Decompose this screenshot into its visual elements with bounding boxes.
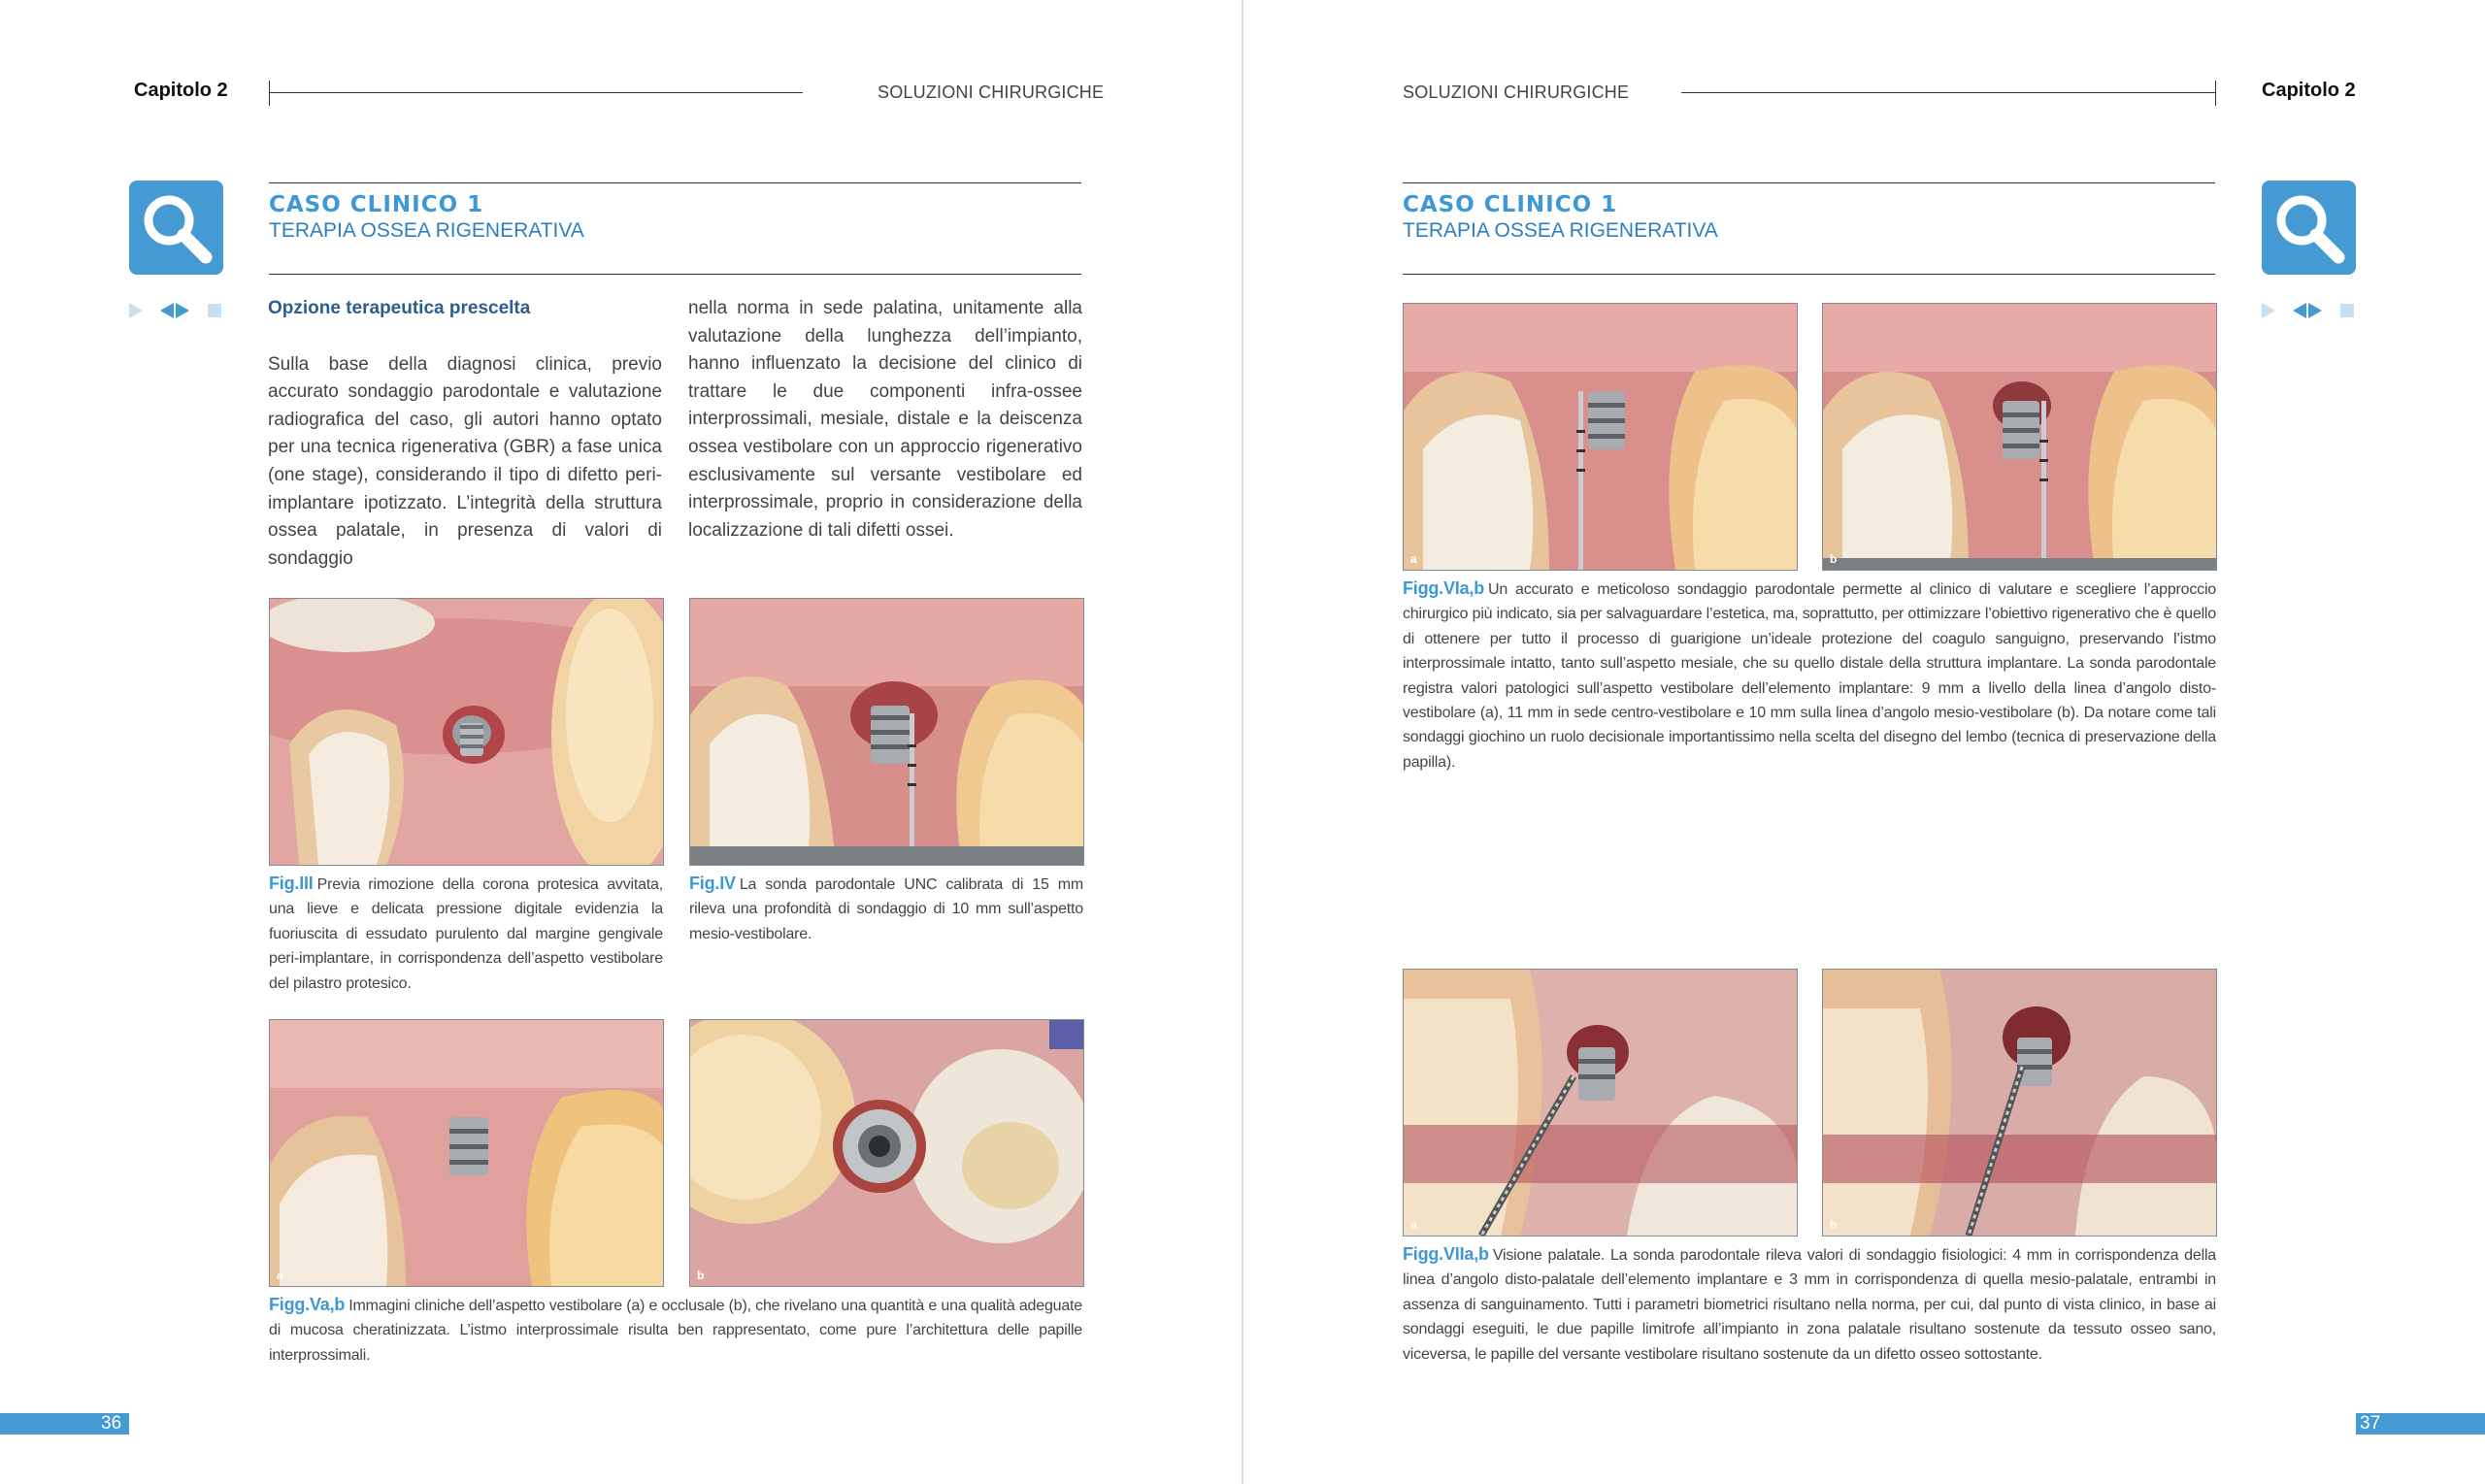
- figure-label: Fig.III: [269, 874, 314, 893]
- stop-icon[interactable]: [2339, 302, 2355, 319]
- chapter-label: Capitolo 2: [2262, 80, 2356, 101]
- figure-label: Figg.Va,b: [269, 1295, 346, 1314]
- caption-text: Visione palatale. La sonda parodontale rileva valori di sondaggio fisiologici: 4 mm in corrispondenza della linea d’angolo disto-palatale dell’elemento implantare e 3 mm in corrispondenza di quella mesio-palatale, entrambi in assenza di sanguinamento. Tutti i parametri biometrici risultano nella norma, per cui, dal punto di vista clinico, in base ai sondaggi eseguiti, le due papille limitrofe all’impianto in zona palatale risultano sostenute da tessuto osseo sano, viceversa, le papille del versante vestibolare risultano sostenute da un difetto osseo sottostante.: [1403, 1247, 2216, 1363]
- clinical-photo: [1403, 303, 1798, 571]
- caption-text: Un accurato e meticoloso sondaggio parodontale permette al clinico di valutare e scegliere l’approccio chirurgico più indicato, sia per salvaguardare l’estetica, ma, soprattutto, per ottimizzare l’obiettivo rigenerativo che è quello di ottenere per tutto il processo di guarigione un’ideale protezione del coagulo sanguigno, preservando l’istmo interprossimale intatto, tanto sull’aspetto mesiale, che su quello distale della struttura implantare. La sonda parodontale registra valori patologici sull’aspetto vestibolare dell’elemento implantare: 9 mm a livello della linea d’angolo disto-vestibolare (a), 11 mm in sede centro-vestibolare e 10 mm sulla linea d’angolo mesio-vestibolare (b). Da notare come tali sondaggi giochino un ruolo decisionale importantissimo nella scelta del disegno del lembo (tecnica di preservazione della papilla).: [1403, 581, 2216, 771]
- prev-icon[interactable]: [158, 301, 174, 320]
- text-column-2: [688, 295, 1082, 544]
- paragraph-col1: Sulla base della diagnosi clinica, previo accurato sondaggio parodontale e valutazione radiografica del caso, gli autori hanno optato per una tecnica rigenerativa (GBR) a fase unica (one stage), considerando il tipo di difetto peri-implantare ipotizzato. L’integrità della struttura ossea palatale, in presenza di valori di sondaggio: [268, 353, 662, 569]
- clinical-photo: [1822, 969, 2217, 1237]
- header-tick: [2215, 81, 2216, 106]
- case-subtitle: TERAPIA OSSEA RIGENERATIVA: [1403, 219, 1718, 242]
- caption-text: Immagini cliniche dell’aspetto vestibolare (a) e occlusale (b), che rivelano una quantità e una qualità adeguate di mucosa cheratinizzata. L’istmo interprossimale risulta ben rappresentato, come pure l’architettura delle papille interprossimali.: [269, 1298, 1082, 1364]
- photo-label-a: a: [1410, 552, 1417, 566]
- case-title: CASO CLINICO 1: [1403, 192, 1618, 217]
- case-subtitle: TERAPIA OSSEA RIGENERATIVA: [269, 219, 584, 242]
- title-rule-top: [1403, 182, 2215, 183]
- play-icon[interactable]: [2262, 301, 2277, 320]
- photo-label-a: a: [277, 1269, 283, 1282]
- figure-label: Figg.VIa,b: [1403, 578, 1485, 598]
- clinical-photo: [269, 1019, 664, 1287]
- figure-5-caption: [269, 1293, 1082, 1368]
- header-rule: [1681, 92, 2215, 93]
- page-number: 37: [2360, 1413, 2381, 1434]
- clinical-photo: [689, 1019, 1084, 1287]
- photo-label-a: a: [1410, 1218, 1417, 1232]
- stop-icon[interactable]: [207, 302, 222, 319]
- left-page: [0, 0, 1242, 1484]
- figure-label: Figg.VIIa,b: [1403, 1244, 1489, 1264]
- next-icon[interactable]: [2308, 301, 2324, 320]
- magnifier-icon: [129, 181, 223, 275]
- caption-text: La sonda parodontale UNC calibrata di 15 mm rileva una profondità di sondaggio di 10 mm sull’aspetto mesio-vestibolare.: [689, 876, 1083, 942]
- section-label: SOLUZIONI CHIRURGICHE: [1403, 82, 1630, 102]
- figure-3-caption: [269, 872, 663, 996]
- title-rule-bottom: [1403, 274, 2215, 275]
- clinical-photo: [269, 598, 664, 866]
- option-heading: Opzione terapeutica prescelta: [268, 298, 531, 318]
- clinical-photo: [1822, 303, 2217, 571]
- nav-controls: [129, 301, 226, 320]
- case-title: CASO CLINICO 1: [269, 192, 484, 217]
- paragraph-col2: nella norma in sede palatina, unitamente alla valutazione della lunghezza dell’impianto, hanno influenzato la decisione del clinico di trattare le due componenti infra-ossee interprossimali, mesiale, distale e la deiscenza ossea vestibolare con un approccio rigenerativo esclusivamente sul versante vestibolare ed interprossimale, proprio in considerazione della localizzazione di tali difetti ossei.: [688, 298, 1082, 541]
- clinical-photo: [1403, 969, 1798, 1237]
- figure-7-caption: [1403, 1242, 2216, 1367]
- prev-icon[interactable]: [2291, 301, 2306, 320]
- photo-label-b: b: [697, 1269, 705, 1282]
- photo-label-b: b: [1830, 1218, 1838, 1232]
- header-tick: [269, 81, 270, 106]
- right-page: [1243, 0, 2485, 1484]
- clinical-photo: [689, 598, 1084, 866]
- title-rule-bottom: [269, 274, 1081, 275]
- figure-6-caption: [1403, 577, 2216, 775]
- caption-text: Previa rimozione della corona protesica avvitata, una lieve e delicata pressione digitale evidenzia la fuoriuscita di essudato purulento dal margine gengivale peri-implantare, in corrispondenza dell’aspetto vestibolare del pilastro protesico.: [269, 876, 663, 992]
- header-rule: [269, 92, 803, 93]
- nav-controls: [2262, 301, 2359, 320]
- page-number-bar: [0, 1413, 129, 1435]
- section-label: SOLUZIONI CHIRURGICHE: [878, 82, 1105, 102]
- page-number-bar: [2356, 1413, 2485, 1435]
- page-number: 36: [101, 1413, 122, 1434]
- magnifier-icon: [2262, 181, 2356, 275]
- play-icon[interactable]: [129, 301, 145, 320]
- photo-label-b: b: [1830, 552, 1838, 566]
- figure-label: Fig.IV: [689, 874, 736, 893]
- title-rule-top: [269, 182, 1081, 183]
- next-icon[interactable]: [176, 301, 191, 320]
- text-column-1: [268, 295, 662, 573]
- chapter-label: Capitolo 2: [134, 80, 228, 101]
- figure-4-caption: [689, 872, 1083, 946]
